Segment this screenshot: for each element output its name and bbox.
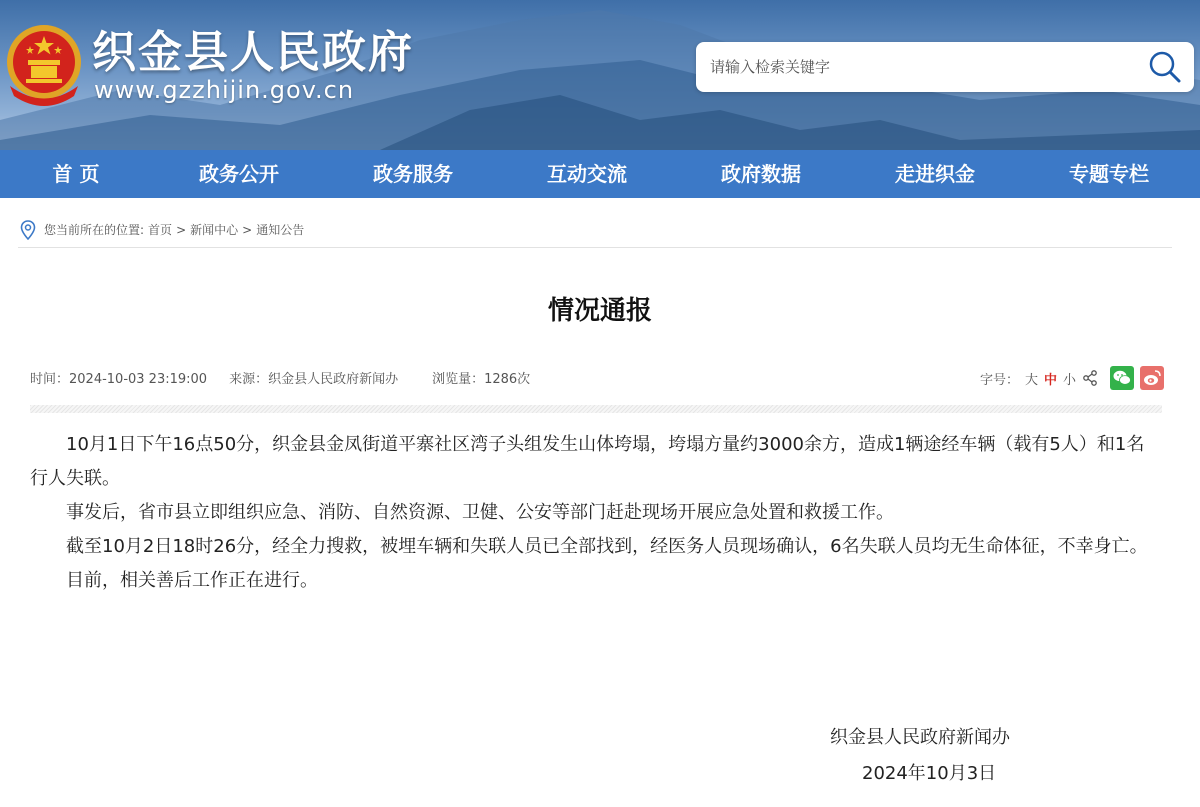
- nav-item-about-zhijin[interactable]: 走进织金: [895, 162, 975, 186]
- signature-date: 2024年10月3日: [862, 763, 997, 784]
- font-size-small[interactable]: 小: [1062, 372, 1076, 388]
- wechat-share-icon[interactable]: [1110, 366, 1134, 390]
- search-icon[interactable]: [1148, 50, 1182, 84]
- national-emblem-icon: [4, 16, 84, 112]
- header-banner: [0, 0, 1200, 150]
- article-source: 来源：织金县人民政府新闻办: [229, 372, 399, 387]
- article-paragraph: 事发后，省市县立即组织应急、消防、自然资源、卫健、公安等部门赶赴现场开展应急处置和救援工作。: [66, 502, 894, 523]
- divider: [30, 405, 1162, 413]
- nav-item-home[interactable]: 首 页: [52, 162, 100, 186]
- article-signature: [830, 720, 1010, 792]
- article-meta: [30, 368, 530, 387]
- breadcrumb-prefix: 您当前所在的位置:: [44, 223, 145, 237]
- breadcrumb: [18, 212, 1172, 248]
- nav-item-government-services[interactable]: 政务服务: [373, 162, 453, 186]
- site-url[interactable]: www.gzzhijin.gov.cn: [94, 76, 355, 104]
- breadcrumb-separator: >: [242, 222, 253, 237]
- article-title: 情况通报: [547, 296, 652, 326]
- font-size-large[interactable]: 大: [1024, 372, 1038, 388]
- weibo-share-icon[interactable]: [1140, 366, 1164, 390]
- nav-item-government-data[interactable]: 政府数据: [721, 162, 801, 186]
- nav-item-special-topics[interactable]: 专题专栏: [1069, 162, 1149, 186]
- article-paragraph: 截至10月2日18时26分，经全力搜救，被埋车辆和失联人员已全部找到，经医务人员现场确认，6名失联人员均无生命体征，不幸身亡。: [66, 536, 1148, 557]
- article-body: [30, 428, 1162, 598]
- article-paragraph: 目前，相关善后工作正在进行。: [66, 570, 318, 591]
- article-tools: [980, 366, 1164, 390]
- search-input[interactable]: [696, 42, 1136, 92]
- nav-item-interaction[interactable]: 互动交流: [547, 162, 627, 186]
- publish-time: 时间：2024-10-03 23:19:00: [30, 372, 208, 387]
- breadcrumb-news-center[interactable]: 新闻中心: [190, 223, 239, 237]
- article-paragraph: 10月1日下午16点50分，织金县金凤街道平寨社区湾子头组发生山体垮塌，垮塌方量约3000余方，造成1辆途经车辆（载有5人）和1名行人失联。: [30, 434, 1145, 489]
- view-count: 浏览量：1286次: [432, 372, 531, 387]
- share-icon[interactable]: [1082, 370, 1098, 386]
- breadcrumb-separator: >: [176, 222, 187, 237]
- location-pin-icon: [20, 220, 36, 240]
- main-nav: [0, 150, 1200, 198]
- font-size-medium[interactable]: 中: [1043, 372, 1057, 388]
- signature-org: 织金县人民政府新闻办: [830, 727, 1010, 748]
- site-name[interactable]: 织金县人民政府: [92, 27, 414, 78]
- nav-item-government-affairs[interactable]: 政务公开: [199, 162, 279, 186]
- search-box: [696, 42, 1194, 92]
- font-size-label: 字号：: [979, 372, 1019, 388]
- breadcrumb-notices[interactable]: 通知公告: [256, 223, 305, 237]
- breadcrumb-home[interactable]: 首页: [148, 223, 173, 237]
